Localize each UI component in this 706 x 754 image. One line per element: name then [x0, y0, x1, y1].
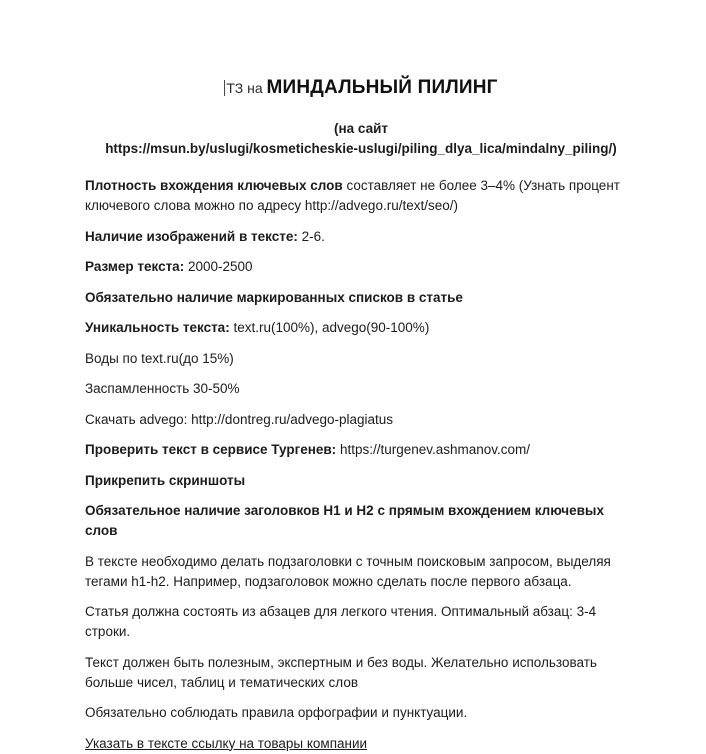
document-title	[85, 75, 637, 101]
paragraph-bold-text: Плотность вхождения ключевых слов	[85, 178, 343, 193]
paragraph-regular-text: В тексте необходимо делать подзаголовки с точным поисковым запросом, выделяя тегами h1-h2. Например, подзаголовок можно сделать после первого абзаца.	[85, 553, 611, 589]
paragraph	[85, 288, 637, 308]
paragraph	[85, 734, 637, 754]
document-title-main: МИНДАЛЬНЫЙ ПИЛИНГ	[266, 77, 498, 98]
paragraph	[85, 440, 637, 460]
subtitle-line-2: https://msun.by/uslugi/kosmeticheskie-uslugi/piling_dlya_lica/mindalny_piling/)	[105, 141, 617, 156]
paragraph	[85, 471, 637, 491]
paragraph	[85, 602, 637, 642]
paragraph	[85, 653, 637, 693]
paragraph-regular-text: Указать в тексте ссылку на товары компании	[85, 735, 368, 751]
paragraph	[85, 176, 637, 216]
paragraph-regular-text: Текст должен быть полезным, экспертным и без воды. Желательно использовать больше чисел, таблиц и тематических слов	[85, 654, 597, 690]
paragraph-bold-text: Прикрепить скриншоты	[85, 472, 246, 488]
paragraph-bold-text: Обязательно наличие маркированных списков в статье	[85, 289, 463, 305]
paragraph-regular-text: text.ru(100%), advego(90-100%)	[229, 320, 430, 335]
paragraph-regular-text: https://turgenev.ashmanov.com/	[336, 442, 531, 457]
paragraph	[85, 318, 637, 338]
document-title-prefix: ТЗ на	[226, 80, 267, 96]
paragraph	[85, 501, 637, 541]
paragraph-bold-text: Размер текста:	[85, 259, 185, 274]
paragraph	[85, 257, 637, 277]
paragraph	[85, 379, 637, 399]
paragraph	[85, 349, 637, 369]
paragraph	[85, 410, 637, 430]
paragraph-bold-text: Наличие изображений в тексте:	[85, 228, 298, 244]
document-subtitle	[85, 119, 637, 159]
paragraph	[85, 552, 637, 592]
paragraph	[85, 703, 637, 723]
paragraph-regular-text: 2-6.	[297, 228, 325, 244]
paragraph-regular-text: 2000-2500	[184, 259, 253, 274]
paragraph-regular-text: составляет не более 3–4% (Узнать процент ключевого слова можно по адресу http://advego.ru/text/seo/)	[85, 178, 620, 213]
paragraph-regular-text: Воды по text.ru(до 15%)	[85, 350, 234, 366]
paragraph-bold-text: Проверить текст в сервисе Тургенев:	[85, 442, 337, 457]
paragraph-regular-text: Статья должна состоять из абзацев для легкого чтения. Оптимальный абзац: 3-4 строки.	[85, 604, 597, 639]
document-body	[85, 176, 637, 754]
subtitle-line-1: (на сайт	[334, 121, 388, 136]
paragraph	[85, 227, 637, 247]
paragraph-regular-text: Скачать advego: http://dontreg.ru/advego-plagiatus	[85, 411, 394, 427]
paragraph-regular-text: Обязательно соблюдать правила орфографии и пунктуации.	[85, 705, 468, 720]
paragraph-bold-text: Уникальность текста:	[85, 320, 230, 335]
paragraph-bold-text: Обязательное наличие заголовков H1 и H2 с прямым вхождением ключевых слов	[85, 503, 604, 538]
paragraph-regular-text: Заспамленность 30-50%	[85, 381, 240, 396]
